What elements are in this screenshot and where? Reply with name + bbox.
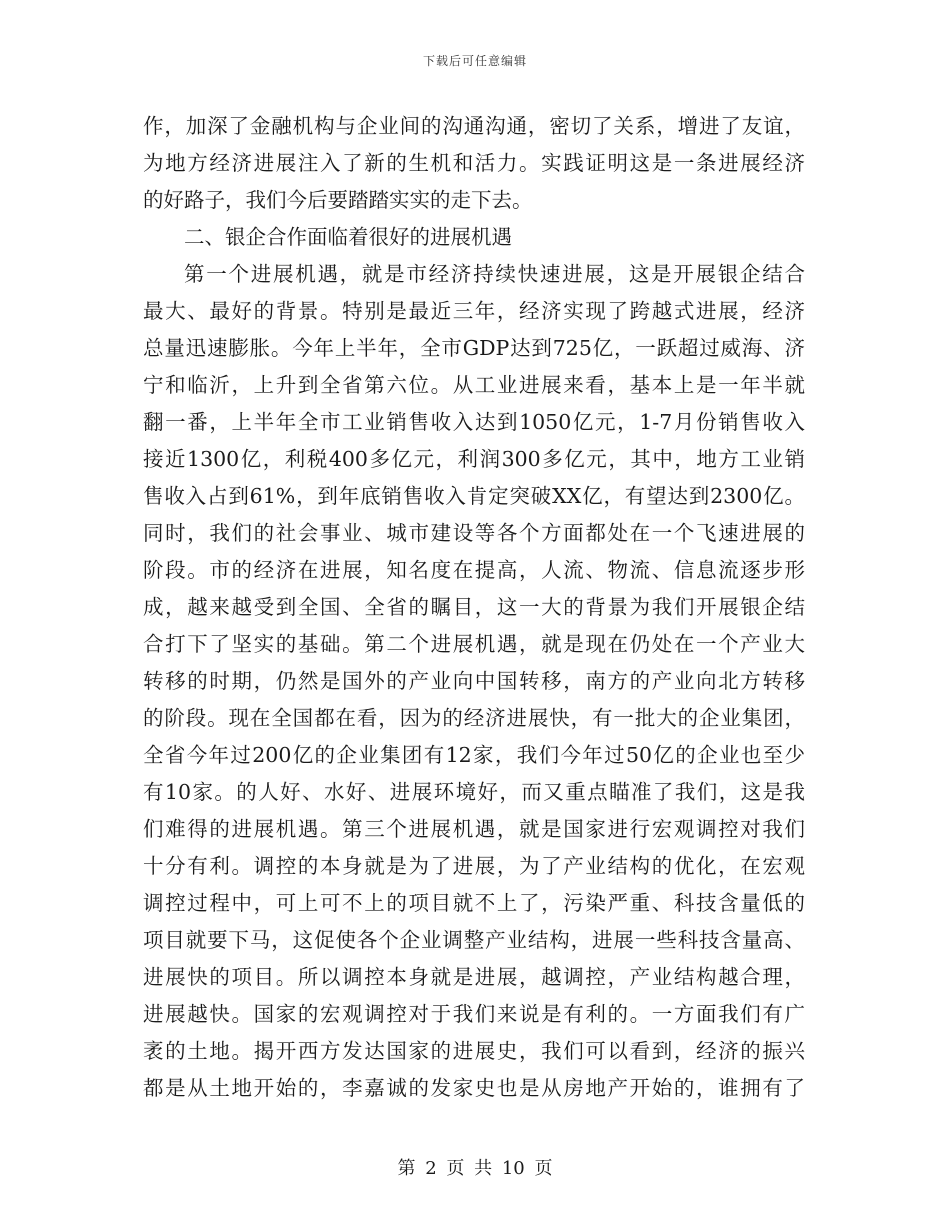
text-line: 翻一番，上半年全市工业销售收入达到1050亿元，1-7月份销售收入 — [143, 410, 805, 434]
text-line: 全省今年过200亿的企业集团有12家，我们今年过50亿的企业也至少 — [143, 743, 805, 767]
text-line: 都是从土地开始的，李嘉诚的发家史也是从房地产开始的，谁拥有了 — [143, 1076, 805, 1100]
text-line: 的阶段。现在全国都在看，因为的经济进展快，有一批大的企业集团， — [143, 706, 805, 730]
text-line: 有10家。的人好、水好、进展环境好，而又重点瞄准了我们，这是我 — [143, 780, 805, 804]
text-line: 项目就要下马，这促使各个企业调整产业结构，进展一些科技含量高、 — [143, 928, 805, 952]
text-line: 十分有利。调控的本身就是为了进展，为了产业结构的优化，在宏观 — [143, 854, 805, 878]
text-line: 成，越来越受到全国、全省的瞩目，这一大的背景为我们开展银企结 — [143, 595, 805, 619]
text-line: 二、银企合作面临着很好的进展机遇 — [184, 225, 512, 249]
text-line: 转移的时期，仍然是国外的产业向中国转移，南方的产业向北方转移 — [143, 669, 805, 693]
text-line: 的好路子，我们今后要踏踏实实的走下去。 — [143, 188, 533, 212]
text-line: 调控过程中，可上可不上的项目就不上了，污染严重、科技含量低的 — [143, 891, 805, 915]
text-line: 总量迅速膨胀。今年上半年，全市GDP达到725亿，一跃超过威海、济 — [143, 336, 805, 360]
page-header: 下载后可任意编辑 — [422, 54, 527, 68]
document-body — [143, 108, 805, 1107]
text-line: 第一个进展机遇，就是市经济持续快速进展，这是开展银企结合 — [184, 262, 805, 286]
text-line: 们难得的进展机遇。第三个进展机遇，就是国家进行宏观调控对我们 — [143, 817, 805, 841]
text-line: 合打下了坚实的基础。第二个进展机遇，就是现在仍处在一个产业大 — [143, 632, 805, 656]
text-line: 进展越快。国家的宏观调控对于我们来说是有利的。一方面我们有广 — [143, 1002, 805, 1026]
page-footer: 第 2 页 共 10 页 — [397, 1158, 553, 1179]
text-line: 最大、最好的背景。特别是最近三年，经济实现了跨越式进展，经济 — [143, 299, 805, 323]
text-line: 阶段。市的经济在进展，知名度在提高，人流、物流、信息流逐步形 — [143, 558, 805, 582]
text-line: 进展快的项目。所以调控本身就是进展，越调控，产业结构越合理， — [143, 965, 805, 989]
text-line: 接近1300亿，利税400多亿元，利润300多亿元，其中，地方工业销 — [143, 447, 805, 471]
text-line: 宁和临沂，上升到全省第六位。从工业进展来看，基本上是一年半就 — [143, 373, 805, 397]
text-line: 作，加深了金融机构与企业间的沟通沟通，密切了关系，增进了友谊， — [143, 114, 805, 138]
text-line: 同时，我们的社会事业、城市建设等各个方面都处在一个飞速进展的 — [143, 521, 805, 545]
text-line: 售收入占到61%，到年底销售收入肯定突破XX亿，有望达到2300亿。 — [143, 484, 805, 508]
text-line: 袤的土地。揭开西方发达国家的进展史，我们可以看到，经济的振兴 — [143, 1039, 805, 1063]
text-line: 为地方经济进展注入了新的生机和活力。实践证明这是一条进展经济 — [143, 151, 805, 175]
